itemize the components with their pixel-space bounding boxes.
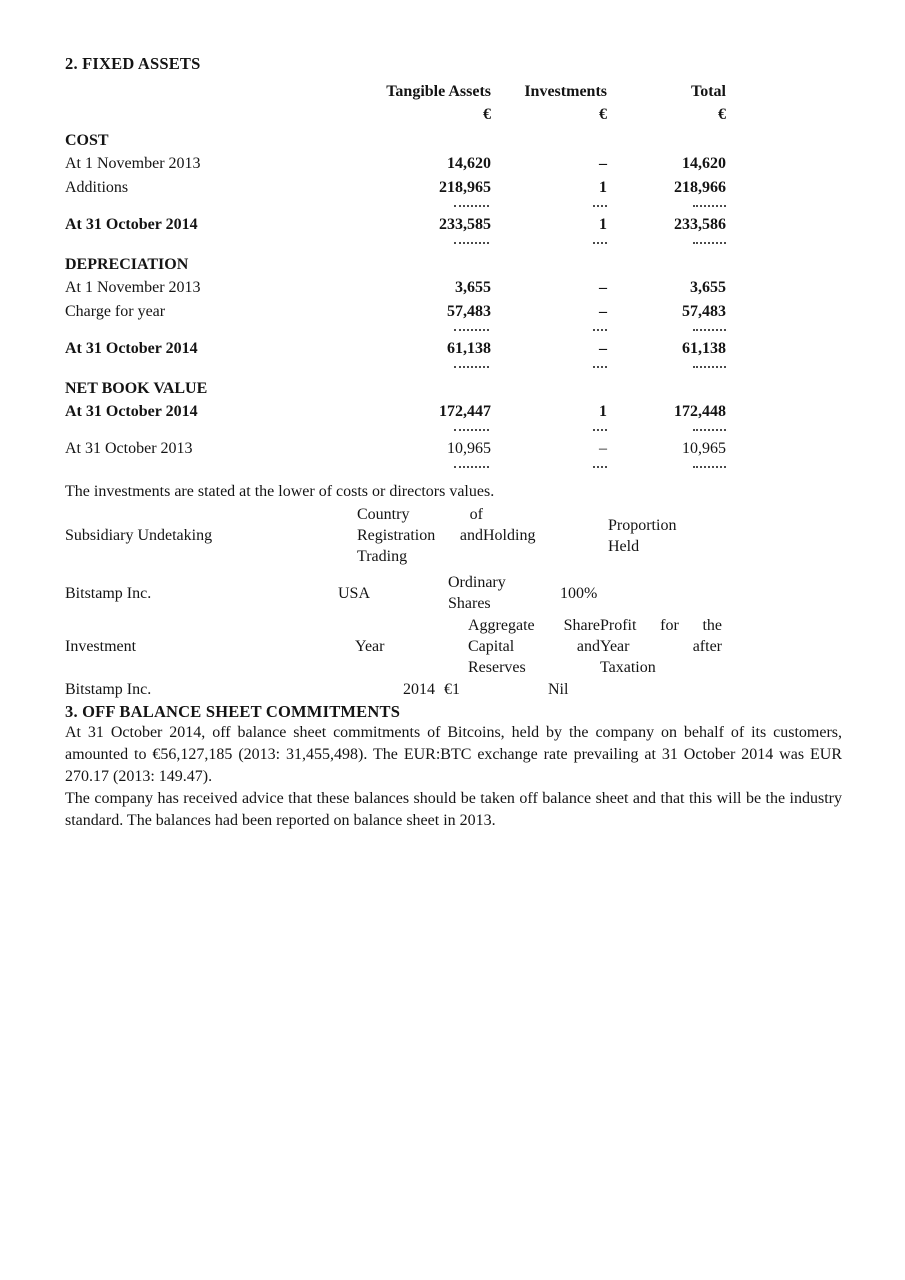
section2-heading: [65, 54, 841, 74]
row-label: At 31 October 2014: [65, 216, 198, 233]
col-header-subsidiary: Subsidiary Undetaking: [65, 527, 213, 544]
subsidiary-name: Bitstamp Inc.: [65, 584, 152, 602]
cell-total: 61,138: [682, 340, 726, 357]
cell-total: 57,483: [682, 303, 726, 320]
dotted-rule: [593, 242, 607, 244]
cell-investments: –: [599, 340, 607, 357]
investment-data-row: [65, 678, 722, 700]
col-header-capital: Aggregate Share Capital and Reserves: [468, 617, 600, 676]
subsidiary-proportion: 100%: [560, 584, 598, 602]
cell-investments: 1: [599, 216, 607, 233]
dotted-rule: [593, 429, 607, 431]
cell-investments: 1: [599, 179, 607, 196]
col-header-total: Total: [691, 83, 726, 100]
currency-row: [65, 104, 726, 126]
dotted-rule: [693, 466, 726, 468]
cell-tangible: 14,620: [447, 155, 491, 172]
table-row-total: [65, 337, 726, 361]
subsidiary-header-row: [65, 504, 722, 567]
off-balance-paragraph-2: The company has received advice that these balances should be taken off balance sheet and that this will be the industry standard. The balances had been reported on balance sheet in 2013.: [65, 790, 842, 829]
col-header-proportion: Proportion Held: [608, 516, 677, 555]
table-row-total: [65, 400, 726, 424]
row-label: At 1 November 2013: [65, 155, 201, 172]
subsidiary-data-row: [65, 571, 722, 615]
col-header-investments: Investments: [524, 83, 607, 100]
dotted-rule: [454, 366, 489, 368]
rule-row: [65, 461, 726, 474]
cell-total: 172,448: [674, 403, 726, 420]
section3-heading: [65, 702, 841, 722]
dotted-rule: [593, 466, 607, 468]
cell-total: 233,586: [674, 216, 726, 233]
cell-tangible: 10,965: [447, 440, 491, 457]
dotted-rule: [454, 466, 489, 468]
dotted-rule: [693, 205, 726, 207]
dotted-rule: [693, 329, 726, 331]
cell-total: 14,620: [682, 155, 726, 172]
investment-header-row: [65, 615, 722, 678]
cell-tangible: 3,655: [455, 279, 491, 296]
cell-investments: –: [599, 440, 607, 457]
subsidiary-holding: Ordinary Shares: [448, 574, 506, 612]
cell-investments: –: [599, 303, 607, 320]
euro-symbol: €: [599, 106, 607, 123]
cell-tangible: 57,483: [447, 303, 491, 320]
cell-investments: –: [599, 155, 607, 172]
section3-title: OFF BALANCE SHEET COMMITMENTS: [82, 702, 401, 721]
cell-tangible: 61,138: [447, 340, 491, 357]
rule-row: [65, 424, 726, 437]
col-header-country: Country of Registration and Trading: [357, 506, 483, 565]
table-row: [65, 437, 726, 461]
cost-heading: COST: [65, 132, 109, 149]
investment-capital: €1: [444, 680, 460, 698]
dotted-rule: [454, 242, 489, 244]
investments-note: The investments are stated at the lower of costs or directors values.: [65, 483, 495, 500]
table-header-row: [65, 80, 726, 104]
cell-total: 10,965: [682, 440, 726, 457]
investment-name: Bitstamp Inc.: [65, 680, 152, 698]
off-balance-paragraph-1: At 31 October 2014, off balance sheet commitments of Bitcoins, held by the company on behalf of its customers, amounted to €56,127,185 (2013: 31,455,498). The EUR:BTC exchange rate prevailing at 31 October 2014 was EUR 270.17 (2013: 149.47).: [65, 724, 842, 785]
rule-row: [65, 237, 726, 250]
investment-year: 2014: [403, 680, 435, 698]
rule-row: [65, 361, 726, 374]
euro-symbol: €: [718, 106, 726, 123]
rule-row: [65, 324, 726, 337]
col-header-tangible-assets: Tangible Assets: [386, 83, 491, 100]
cell-total: 218,966: [674, 179, 726, 196]
cell-investments: –: [599, 279, 607, 296]
dotted-rule: [693, 366, 726, 368]
row-label: Charge for year: [65, 303, 166, 320]
net-book-value-heading: NET BOOK VALUE: [65, 380, 208, 397]
dotted-rule: [593, 205, 607, 207]
section2-number: 2.: [65, 54, 78, 73]
table-row: [65, 152, 726, 176]
dotted-rule: [454, 205, 489, 207]
rule-row: [65, 200, 726, 213]
row-label: At 1 November 2013: [65, 279, 201, 296]
depreciation-heading: DEPRECIATION: [65, 256, 189, 273]
cell-tangible: 218,965: [439, 179, 491, 196]
subsidiary-country: USA: [338, 584, 371, 602]
cell-investments: 1: [599, 403, 607, 420]
col-header-year: Year: [355, 638, 385, 655]
cell-tangible: 233,585: [439, 216, 491, 233]
row-label: Additions: [65, 179, 129, 196]
fixed-assets-table: [65, 80, 726, 474]
cell-tangible: 172,447: [439, 403, 491, 420]
dotted-rule: [693, 242, 726, 244]
row-label: At 31 October 2014: [65, 403, 198, 420]
euro-symbol: €: [483, 106, 491, 123]
row-label: At 31 October 2014: [65, 340, 198, 357]
investment-profit: Nil: [548, 680, 569, 698]
dotted-rule: [454, 329, 489, 331]
section2-title: FIXED ASSETS: [82, 54, 201, 73]
table-row: [65, 300, 726, 324]
table-row: [65, 176, 726, 200]
col-header-investment: Investment: [65, 638, 137, 655]
section3-number: 3.: [65, 702, 78, 721]
dotted-rule: [454, 429, 489, 431]
table-row-total: [65, 213, 726, 237]
row-label: At 31 October 2013: [65, 440, 193, 457]
dotted-rule: [593, 366, 607, 368]
col-header-holding: Holding: [483, 527, 536, 544]
dotted-rule: [693, 429, 726, 431]
table-row: [65, 276, 726, 300]
cell-total: 3,655: [690, 279, 726, 296]
col-header-profit: Profit for the Year after Taxation: [600, 617, 722, 676]
dotted-rule: [593, 329, 607, 331]
